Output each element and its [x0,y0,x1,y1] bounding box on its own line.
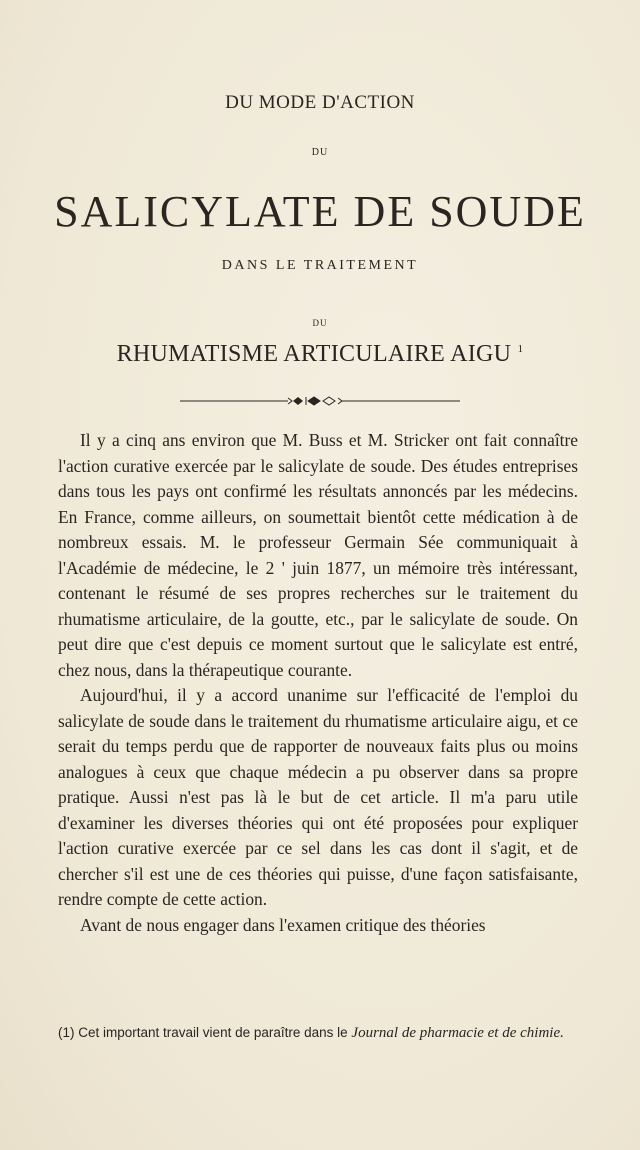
footnote-number: (1) [58,1025,75,1040]
footnote-text: Cet important travail vient de paraître dans le [78,1025,348,1040]
ornament-divider [180,394,460,408]
title-main: SALICYLATE DE SOUDE [54,187,586,236]
title-line-2: DU [311,147,329,158]
title-line-4: DANS LE TRAITEMENT [221,258,419,273]
footnote [58,1024,578,1042]
footnote-journal: Journal de pharmacie et de chimie. [351,1025,564,1041]
title-line-5: DU [312,318,328,328]
title-line-6 [0,341,640,368]
paragraph-3: Avant de nous engager dans l'examen critique des théories [80,914,486,935]
footnote-mark: 1 [517,343,524,355]
body-text [58,428,578,938]
paragraph-1: Il y a cinq ans environ que M. Buss et M. Stricker ont fait connaître l'action curative exercée par le salicylate de soude. Des études entreprises dans tous les pays ont confirmé les résultats annoncés par les médecins. En France, comme ailleurs, on soumettait bientôt cette médication à de nombreux essais. M. le professeur Germain Sée communiquait à l'Académie de médecine, le 2 ' juin 1877, un mémoire très intéressant, contenant le résumé de ses propres recherches sur le traitement du rhumatisme articulaire, de la goutte, etc., par le salicylate de soude. On peut dire que c'est depuis ce moment surtout que le salicylate est entré, chez nous, dans la thérapeutique courante. [58,430,578,680]
paragraph-2: Aujourd'hui, il y a accord unanime sur l'efficacité de l'emploi du salicylate de soude dans le traitement du rhumatisme articulaire aigu, et ce serait du temps perdu que de rapporter de nouveaux faits plus ou moins analogues à ceux que chaque médecin a pu observer dans sa propre pratique. Aussi n'est pas là le but de cet article. Il m'a paru utile d'examiner les diverses théories qui ont été proposées pour expliquer l'action curative exercée par ce sel dans les cas dont il s'agit, et de chercher s'il est une de ces théories qui puisse, d'une façon satisfaisante, rendre compte de cette action. [58,685,578,909]
title-line-6-text: RHUMATISME ARTICULAIRE AIGU [116,341,512,367]
title-line-1: DU MODE D'ACTION [225,92,415,113]
